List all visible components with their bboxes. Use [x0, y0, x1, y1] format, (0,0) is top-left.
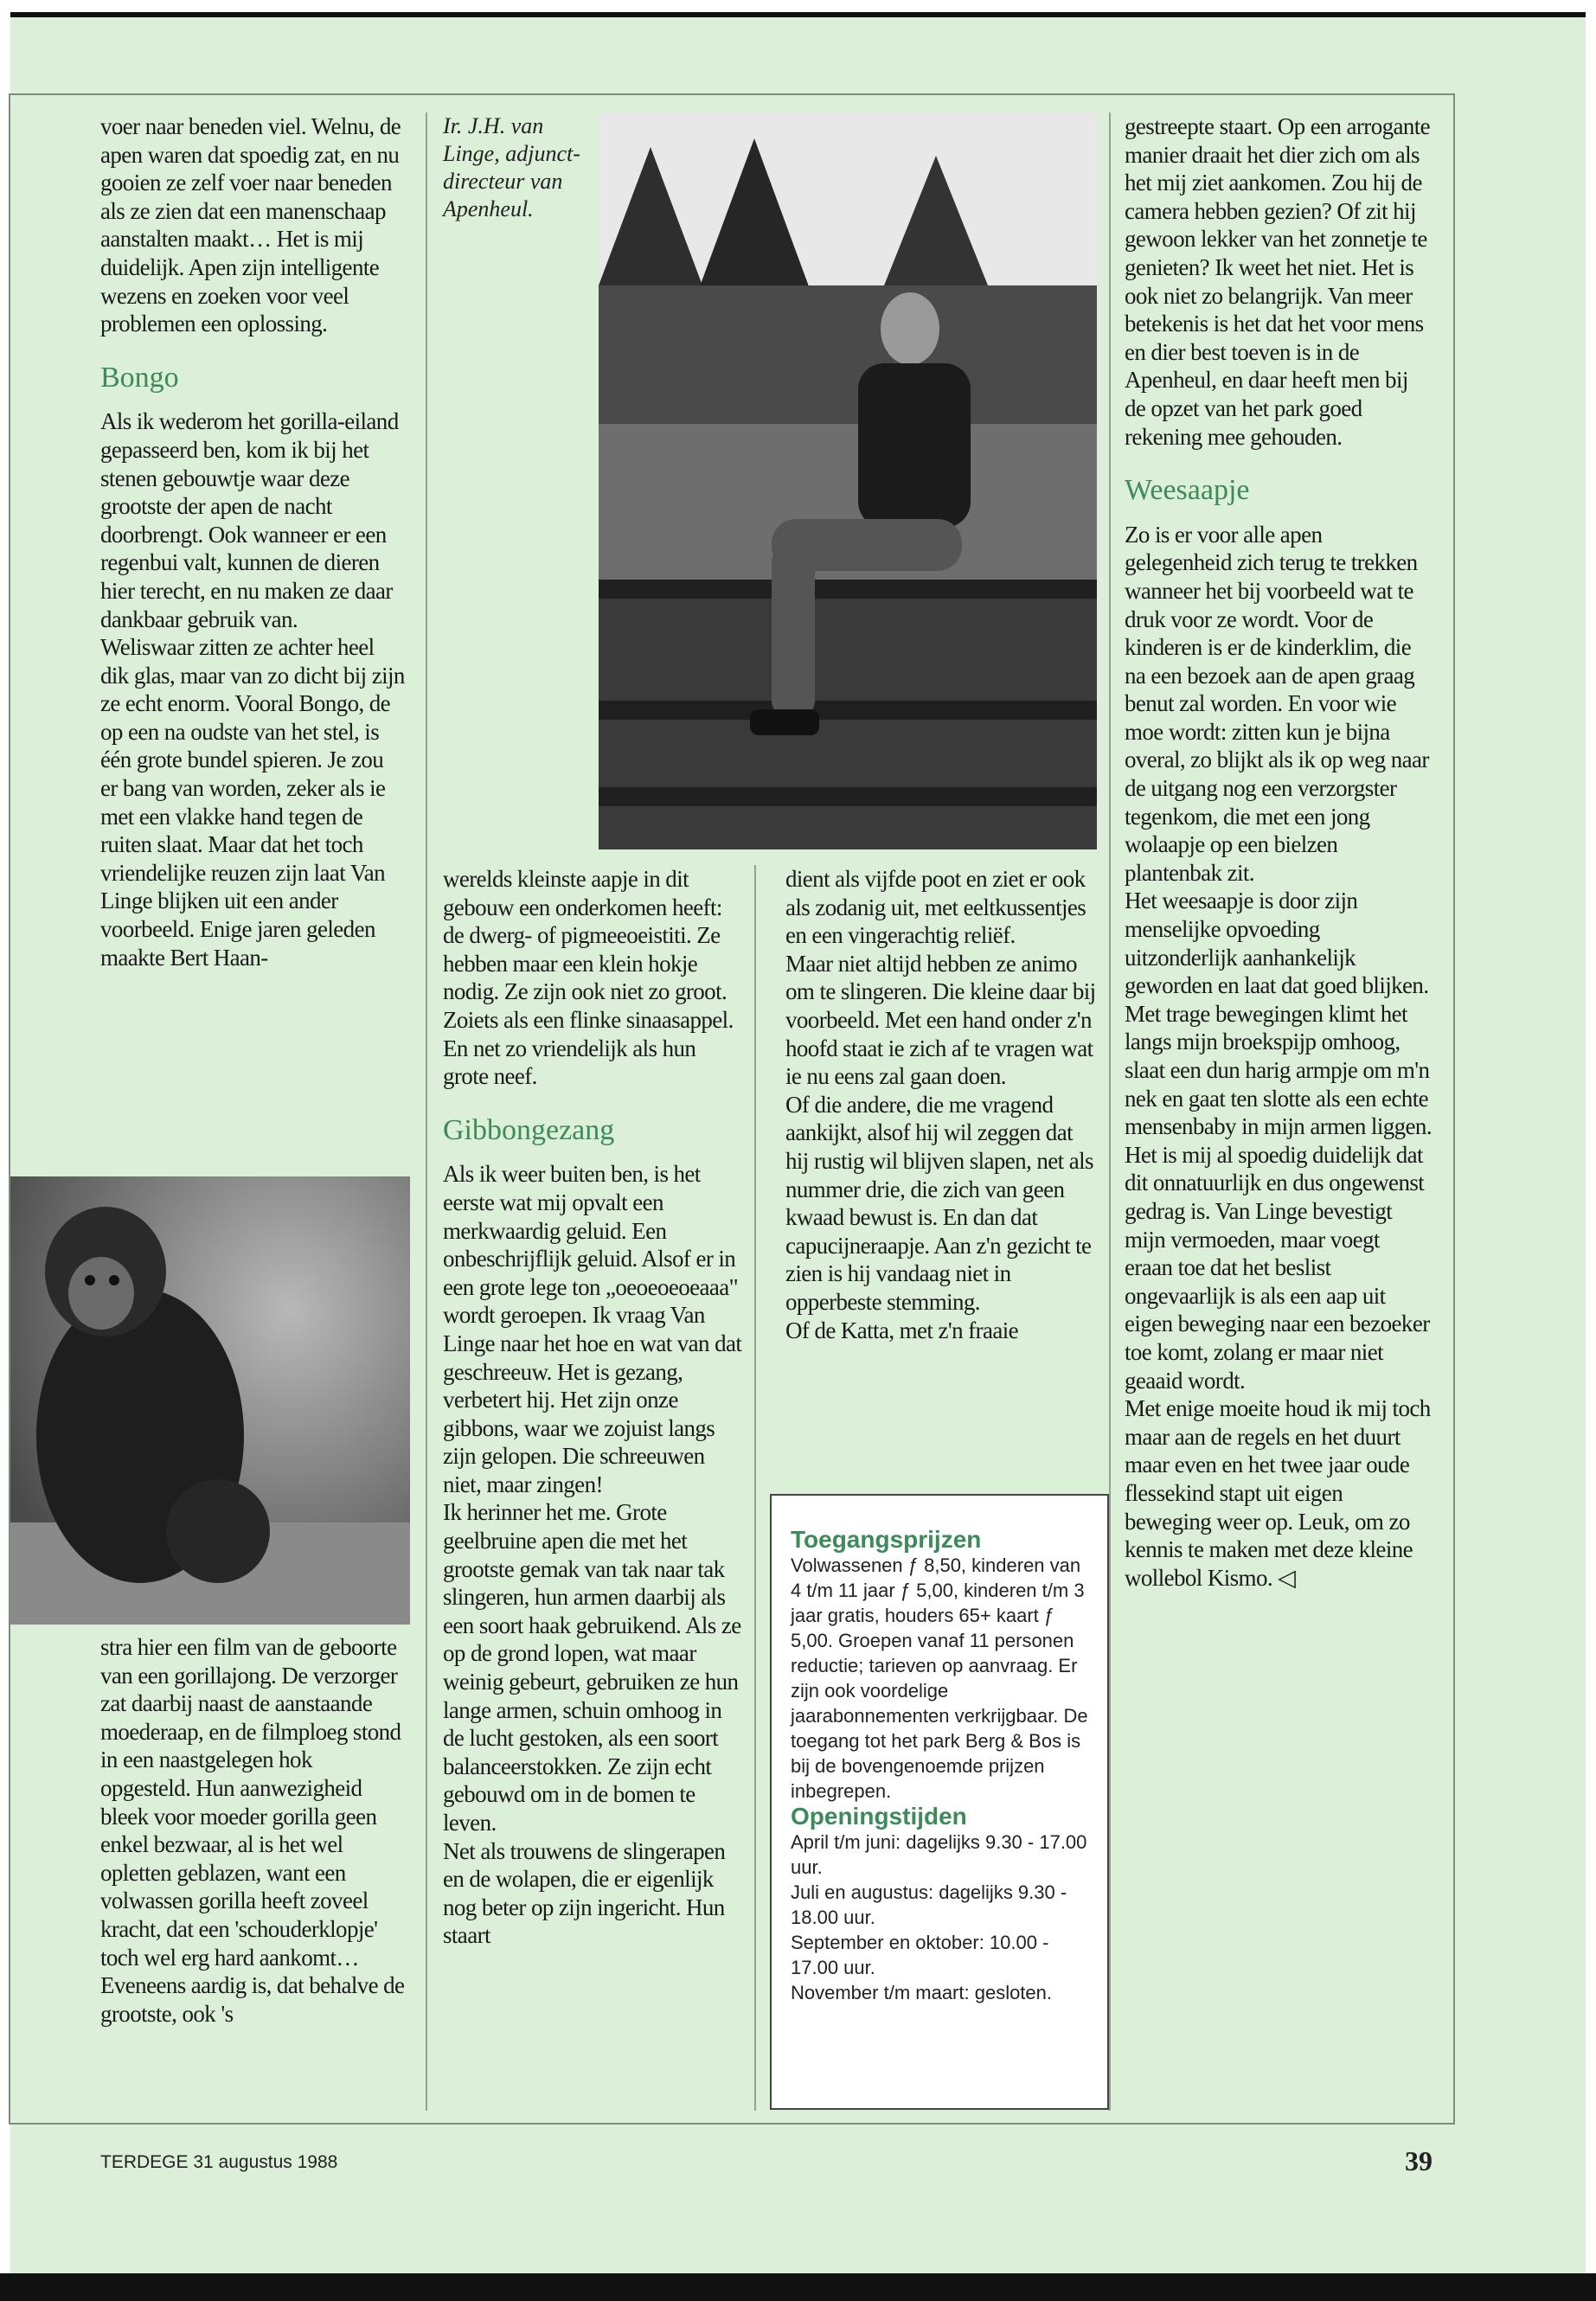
- col1-paragraph: voer naar beneden viel. Welnu, de apen waren dat spoedig zat, en nu gooien ze zelf voer naar beneden als ze zien dat een manenschaap aanstalten maakt… Het is mij duidelijk. Apen zijn intelligente wezens en zoeken voor veel problemen een oplossing.: [100, 113, 401, 337]
- director-photo-image: [599, 112, 1097, 849]
- col3-paragraph: Of die andere, die me vragend aankijkt, alsof hij wil zeggen dat hij rustig wil blijven slapen, net als nummer drie, die zich van geen kwaad bewust is. En dan dat capucijneraapje. Aan z'n gezicht te zien is hij vandaag niet in opperbeste stemming.: [785, 1091, 1093, 1315]
- col1-paragraph: Weliswaar zitten ze achter heel dik glas, maar van zo dicht bij zijn ze echt enorm. Vooral Bongo, de op een na oudste van het stel, is één grote bundel spieren. Je zou er bang van worden, zeker als ie met een vlakke hand tegen de ruiten slaat. Maar dat het toch vriendelijke reuzen zijn laat Van Linge blijken uit een ander voorbeeld. Enige jaren geleden maakte Bert Haan-: [100, 634, 405, 971]
- column-2: [443, 865, 742, 1950]
- col3-paragraph: Of de Katta, met z'n fraaie: [785, 1317, 1019, 1343]
- heading-toegangsprijzen: Toegangsprijzen: [791, 1526, 982, 1553]
- column-1-continued: [100, 1633, 405, 2028]
- col1-paragraph: Als ik wederom het gorilla-eiland gepasseerd ben, kom ik bij het stenen gebouwtje waar deze grootste der apen de nacht doorbrengt. Ook wanneer er een regenbui valt, kunnen de dieren hier terecht, en nu maken ze daar dankbaar gebruik van.: [100, 408, 399, 632]
- bottom-border: [0, 2273, 1596, 2301]
- hours-line: November t/m maart: gesloten.: [791, 1982, 1053, 2003]
- col2-paragraph: Als ik weer buiten ben, is het eerste wat mij opvalt een merkwaardig geluid. Een onbeschrijflijk geluid. Alsof er in een grote lege ton „oeoeoeoeaaa" wordt geroepen. Ik vraag Van Linge naar het hoe en wat van dat geschreeuw. Het is gezang, verbetert hij. Het zijn onze gibbons, waar we zojuist langs zijn gelopen. Die schreeuwen niet, maar zingen!: [443, 1161, 742, 1497]
- heading-bongo: Bongo: [100, 361, 179, 394]
- col3-paragraph: Maar niet altijd hebben ze animo om te slingeren. Die kleine daar bij voorbeeld. Met een hand onder z'n hoofd staat ie zich af te vragen wat ie nu eens zal gaan doen.: [785, 950, 1096, 1090]
- col1-paragraph: stra hier een film van de geboorte van een gorillajong. De verzorger zat daarbij naast de aanstaande moederaap, en de filmploeg stond in een naastgelegen hok opgesteld. Hun aanwezigheid bleek voor moeder gorilla geen enkel bezwaar, al is het wel opletten geblazen, want een volwassen gorilla heeft zoveel kracht, dat een 'schouderklopje' toch wel erg hard aankomt…: [100, 1634, 401, 1971]
- column-1: [100, 112, 405, 971]
- col2-paragraph: Ik herinner het me. Grote geelbruine apen die met het grootste gemak van tak naar tak slingeren, hun armen daarbij als een soort haak gebruikend. Als ze op de grond lopen, wat maar weinig gebeurt, gebruiken ze hun lange armen, schuin omhoog in de lucht gestoken, als een soort balanceerstokken. Ze zijn echt gebouwd om in de bomen te leven.: [443, 1499, 741, 1836]
- column-rule: [1109, 112, 1111, 2111]
- hours-line: September en oktober: 10.00 - 17.00 uur.: [791, 1932, 1049, 1978]
- col2-paragraph: werelds kleinste aapje in dit gebouw een onderkomen heeft: de dwerg- of pigmeeoeistiti. Ze hebben maar een klein hokje nodig. Ze zijn ook niet zo groot. Zoiets als een flinke sinaasappel. En net zo vriendelijk als hun grote neef.: [443, 866, 734, 1090]
- photo-caption: Ir. J.H. van Linge, adjunct-directeur van Apenheul.: [443, 113, 580, 221]
- column-4: [1125, 112, 1433, 1592]
- column-rule: [426, 112, 427, 2111]
- col4-paragraph: gestreepte staart. Op een arrogante manier draait het dier zich om als het mij ziet aankomen. Zou hij de camera hebben gezien? Of zit hij gewoon lekker van het zonnetje te genieten? Ik weet het niet. Het is ook niet zo belangrijk. Van meer betekenis is het dat het voor mens en dier best toeven is in de Apenheul, en daar heeft men bij de opzet van het park goed rekening mee gehouden.: [1125, 113, 1431, 450]
- col1-paragraph: Eveneens aardig is, dat behalve de grootste, ook 's: [100, 1972, 405, 2027]
- magazine-footer: TERDEGE 31 augustus 1988: [100, 2152, 338, 2172]
- monkey-photo: [10, 1176, 410, 1625]
- info-box: [770, 1494, 1109, 2110]
- hours-line: April t/m juni: dagelijks 9.30 - 17.00 uur.: [791, 1831, 1087, 1878]
- col4-paragraph: Het weesaapje is door zijn menselijke opvoeding uitzonderlijk aanhankelijk geworden en laat dat goed blijken. Met trage bewegingen klimt het langs mijn broekspijp omhoog, slaat een dun harig armpje om m'n nek en gaat ten slotte als een echte mensenbaby in mijn armen liggen. Het is mij al spoedig duidelijk dat dit onnatuurlijk en dus ongewenst gedrag is. Van Linge bevestigt mijn vermoeden, maar voegt eraan toe dat het beslist ongevaarlijk is als een aap uit eigen beweging naar een bezoeker toe komt, zolang er maar niet geaaid wordt.: [1125, 888, 1432, 1394]
- prices-text: Volwassenen ƒ 8,50, kinderen van 4 t/m 11 jaar ƒ 5,00, kinderen t/m 3 jaar gratis, houders 65+ kaart ƒ 5,00. Groepen vanaf 11 personen reductie; tarieven op aanvraag. Er zijn ook voordelige jaarabonnementen verkrijgbaar. De toegang tot het park Berg & Bos is bij de bovengenoemde prijzen inbegrepen.: [791, 1554, 1088, 1802]
- col4-paragraph: Zo is er voor alle apen gelegenheid zich terug te trekken wanneer het bij voorbeeld wat te druk voor ze wordt. Voor de kinderen is er de kinderklim, die na een bezoek aan de apen graag benut zal worden. En voor wie moe wordt: zitten kun je bijna overal, zo blijkt als ik op weg naar de uitgang nog een verzorgster tegenkom, die met een jong wolaapje op een bielzen plantenbak zit.: [1125, 521, 1429, 886]
- heading-weesaapje: Weesaapje: [1125, 474, 1250, 507]
- heading-openingstijden: Openingstijden: [791, 1803, 967, 1830]
- col4-paragraph: Met enige moeite houd ik mij toch maar aan de regels en het duurt maar even en het twee jaar oude flessekind stapt uit eigen beweging weer op. Leuk, om zo kennis te maken met deze kleine wollebol Kismo. ◁: [1125, 1395, 1431, 1591]
- column-rule: [754, 865, 756, 2111]
- director-photo: [599, 112, 1097, 849]
- col2-paragraph: Net als trouwens de slingerapen en de wolapen, die er eigenlijk nog beter op zijn ingericht. Hun staart: [443, 1837, 726, 1949]
- column-3: [785, 865, 1100, 1344]
- monkey-photo-image: [10, 1176, 410, 1625]
- hours-line: Juli en augustus: dagelijks 9.30 - 18.00 uur.: [791, 1881, 1067, 1928]
- heading-gibbongezang: Gibbongezang: [443, 1113, 615, 1146]
- page-number: 39: [1405, 2145, 1433, 2176]
- col3-paragraph: dient als vijfde poot en ziet er ook als zodanig uit, met eeltkussentjes en een vingerachtig reliëf.: [785, 866, 1086, 949]
